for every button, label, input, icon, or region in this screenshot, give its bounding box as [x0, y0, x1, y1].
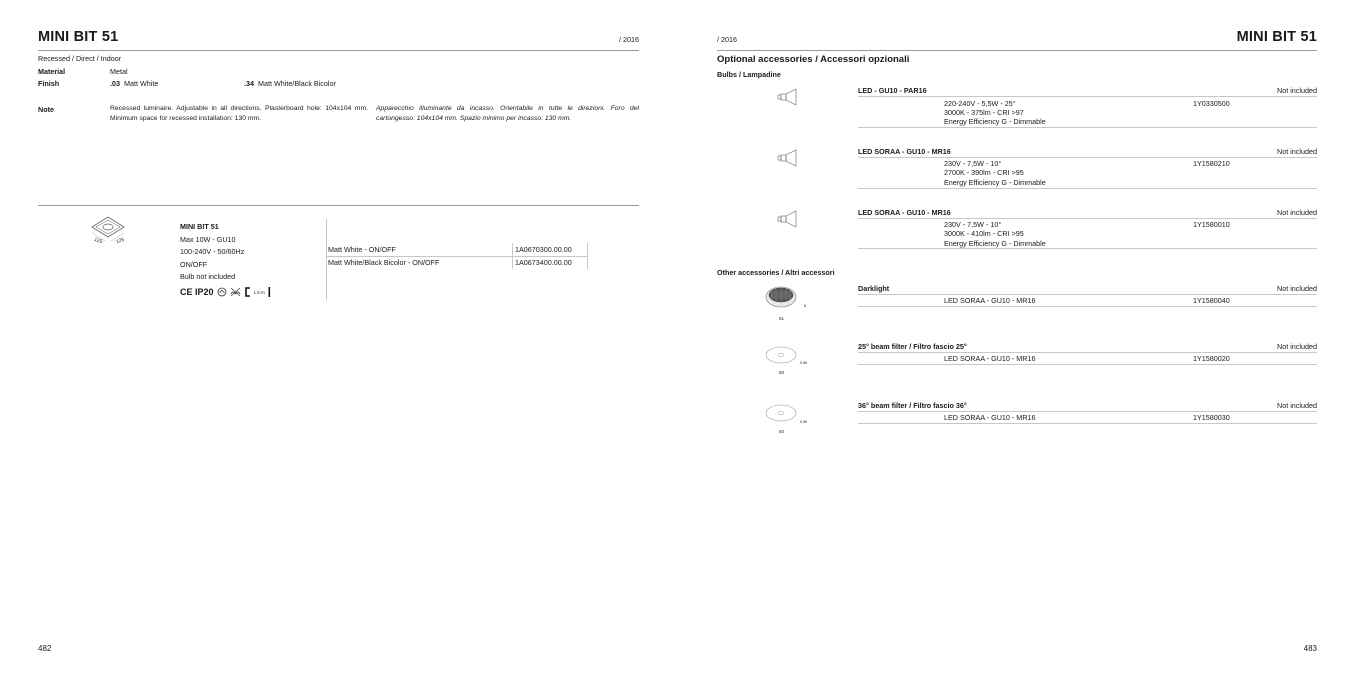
darklight-height: 8: [804, 304, 806, 308]
bulb-rule: [858, 96, 1317, 97]
other-accessories-label: Other accessories / Altri accessori: [717, 268, 835, 277]
spec-line: ON/OFF: [180, 260, 208, 269]
note-label: Note: [38, 105, 54, 114]
material-value: Metal: [110, 67, 128, 76]
accessory-spec: LED SORAA - GU10 - MR16: [944, 354, 1036, 363]
accessory-rule: [858, 306, 1317, 307]
variant-row-divider: [326, 256, 587, 257]
spec-line: Max 10W - GU10: [180, 235, 236, 244]
category-text: Recessed / Direct / Indoor: [38, 54, 122, 63]
bulb-code: 1Y1580010: [1193, 220, 1230, 229]
year-right: / 2016: [717, 35, 737, 44]
header-rule-left: [38, 50, 639, 51]
bulb-spec: Energy Efficiency G - Dimmable: [944, 117, 1046, 126]
accessory-code: 1Y1580020: [1193, 354, 1230, 363]
accessory-status: Not included: [1277, 401, 1317, 410]
finish-name: Matt White/Black Bicolor: [258, 79, 336, 88]
accessory-code: 1Y1580040: [1193, 296, 1230, 305]
variant-code: 1A0670300.00.00: [515, 245, 572, 254]
accessory-status: Not included: [1277, 284, 1317, 293]
note-english: Recessed luminaire. Adjustable in all directions. Plasterboard hole: 104x104 mm. Minimum space for recessed installation: 130 mm.: [110, 105, 368, 122]
product-name: MINI BIT 51: [180, 222, 219, 231]
finish-name: Matt White: [124, 79, 159, 88]
accessory-status: Not included: [1277, 342, 1317, 351]
variant-code: 1A0673400.00.00: [515, 258, 572, 267]
spec-divider: [326, 219, 327, 300]
bulb-spec: 230V - 7,5W - 10°: [944, 159, 1002, 168]
bulb-spec: 3000K - 375lm - CRI >97: [944, 108, 1024, 117]
filter-diameter: 50: [779, 429, 785, 434]
section-title: Optional accessories / Accessori opzionali: [717, 54, 910, 65]
luminaire-drawing: [84, 214, 132, 250]
dimension-label: 125: [115, 236, 126, 246]
dimension-label: 125: [93, 236, 104, 246]
page-number-left: 482: [38, 644, 52, 653]
bulb-spec: Energy Efficiency G - Dimmable: [944, 178, 1046, 187]
accessory-code: 1Y1580030: [1193, 413, 1230, 422]
bulb-status: Not included: [1277, 208, 1317, 217]
bulb-rule: [858, 127, 1317, 128]
bulb-rule: [858, 248, 1317, 249]
beam-filter-25-drawing: [764, 345, 800, 370]
bulb-spec: Energy Efficiency G - Dimmable: [944, 239, 1046, 248]
bulb-code: 1Y0330500: [1193, 99, 1230, 108]
variant-column-divider: [512, 243, 513, 269]
darklight-diameter: 51: [779, 316, 785, 321]
ce-ip20-mark: CE IP20: [180, 287, 214, 297]
bulb-code: 1Y1580210: [1193, 159, 1230, 168]
distance-label: 1.5 m: [253, 289, 265, 295]
page-title-right: MINI BIT 51: [1236, 29, 1317, 45]
bulb-name: LED - GU10 - PAR16: [858, 86, 927, 95]
bulb-status: Not included: [1277, 147, 1317, 156]
variant-description: Matt White/Black Bicolor - ON/OFF: [328, 258, 440, 267]
header-rule-right: [717, 50, 1317, 51]
accessory-name: 25° beam filter / Filtro fascio 25°: [858, 342, 967, 351]
spec-line: Bulb not included: [180, 272, 236, 281]
section-rule-left: [38, 205, 639, 206]
bulb-rule: [858, 218, 1317, 219]
distance-icon: [244, 287, 251, 297]
page-number-right: 483: [1303, 644, 1317, 653]
beam-filter-36-drawing: [764, 403, 800, 428]
bulb-rule: [858, 157, 1317, 158]
bulb-name: LED SORAA - GU10 - MR16: [858, 208, 951, 217]
finish-item: [110, 79, 158, 88]
page-title-left: MINI BIT 51: [38, 29, 119, 45]
bulbs-label: Bulbs / Lampadine: [717, 70, 781, 79]
spec-line: 100-240V - 50/60Hz: [180, 247, 245, 256]
bulb-drawing: [776, 149, 800, 172]
accessory-spec: LED SORAA - GU10 - MR16: [944, 296, 1036, 305]
variant-column-divider: [587, 243, 588, 269]
marker-icon: [268, 287, 271, 297]
accessory-rule: [858, 364, 1317, 365]
bulb-spec: 230V - 7,5W - 10°: [944, 220, 1002, 229]
certification-row: [180, 286, 271, 298]
finish-label: Finish: [38, 79, 60, 88]
bulb-spec: 2700K - 390lm - CRI >95: [944, 168, 1024, 177]
no-insulation-icon: [230, 287, 241, 297]
finish-item: [244, 79, 336, 88]
no-cover-icon: [217, 287, 227, 297]
accessory-name: 36° beam filter / Filtro fascio 36°: [858, 401, 967, 410]
bulb-status: Not included: [1277, 86, 1317, 95]
filter-diameter: 50: [779, 370, 785, 375]
accessory-name: Darklight: [858, 284, 890, 293]
bulb-spec: 220-240V - 5,5W - 25°: [944, 99, 1016, 108]
darklight-drawing: [764, 285, 800, 314]
finish-code: .03: [110, 79, 120, 88]
accessory-spec: LED SORAA - GU10 - MR16: [944, 413, 1036, 422]
accessory-rule: [858, 423, 1317, 424]
accessory-rule: [858, 352, 1317, 353]
bulb-spec: 3000K - 410lm - CRI >95: [944, 229, 1024, 238]
bulb-name: LED SORAA - GU10 - MR16: [858, 147, 951, 156]
filter-height: 0.96: [800, 420, 807, 424]
year-left: / 2016: [619, 35, 639, 44]
finish-code: .34: [244, 79, 254, 88]
material-label: Material: [38, 67, 66, 76]
filter-height: 0.96: [800, 361, 807, 365]
bulb-drawing: [776, 210, 800, 233]
variant-description: Matt White - ON/OFF: [328, 245, 396, 254]
accessory-rule: [858, 294, 1317, 295]
accessory-rule: [858, 411, 1317, 412]
bulb-drawing: [776, 88, 800, 111]
bulb-rule: [858, 188, 1317, 189]
note-italian: Apparecchio illuminante da incasso. Orientabile in tutte le direzioni. Foro del cartongesso: 104x104 mm. Spazio minimo per incasso: 130 mm.: [376, 105, 639, 122]
